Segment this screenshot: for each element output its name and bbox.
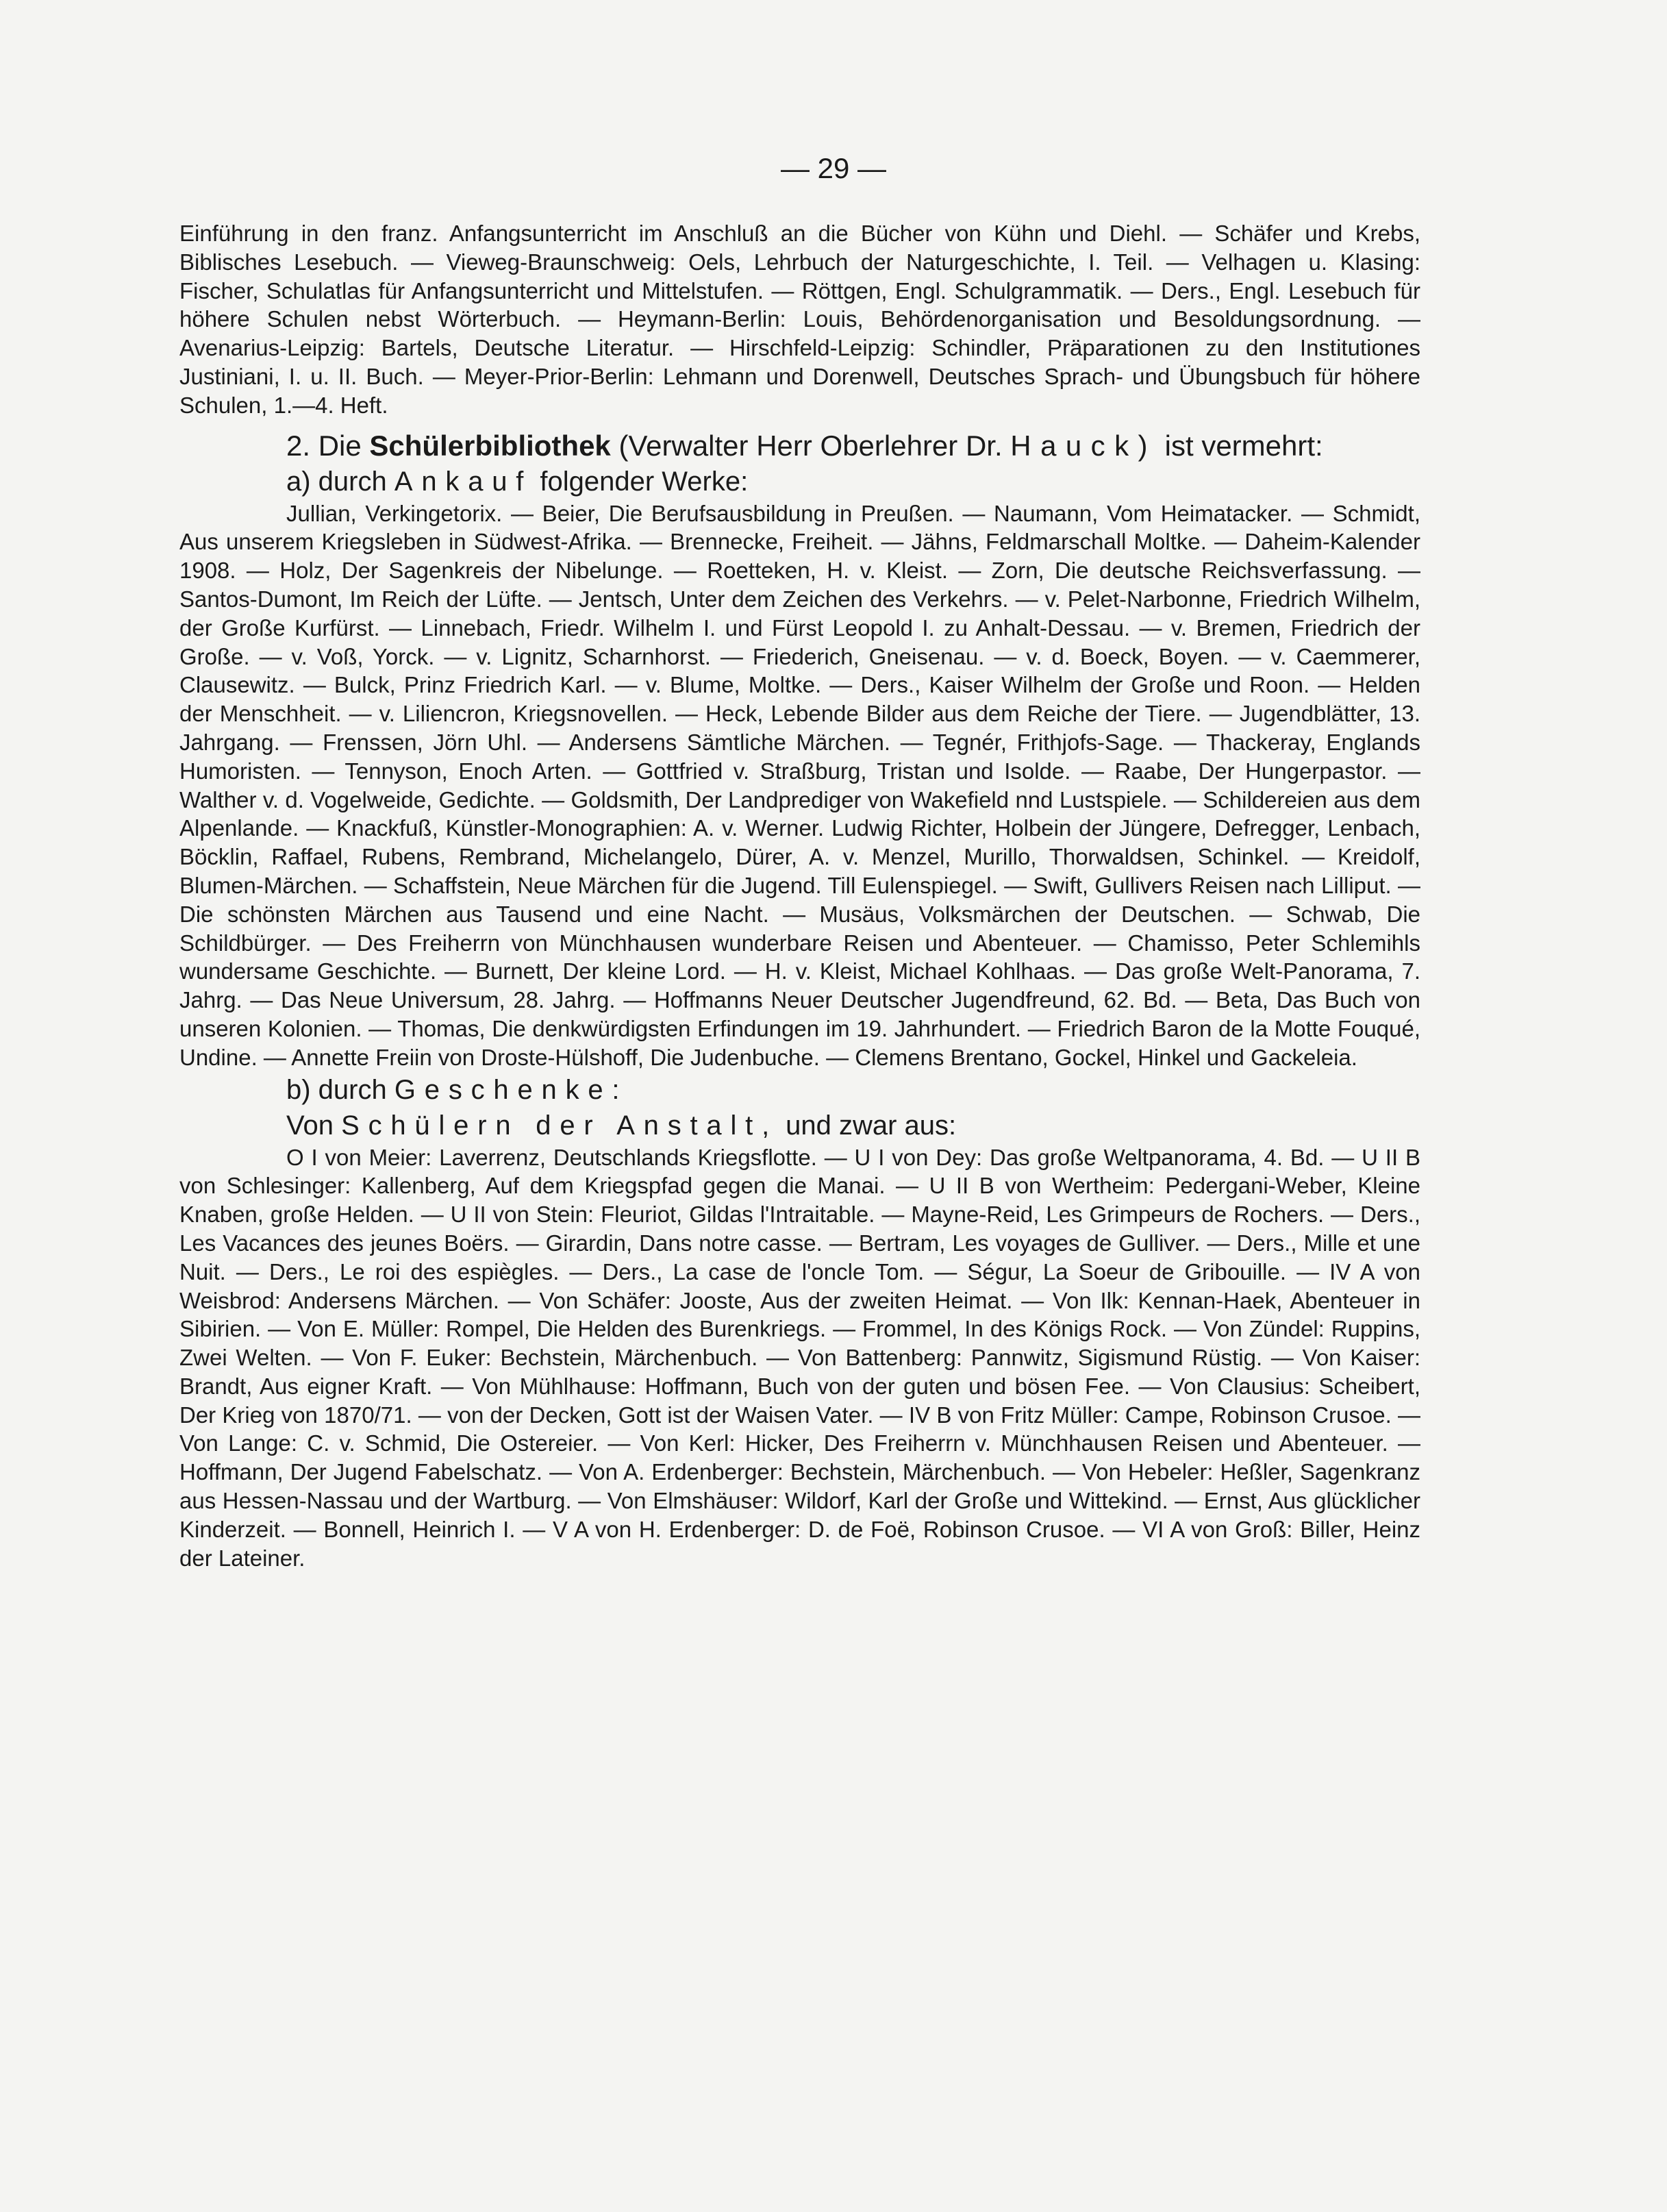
page-body bbox=[179, 219, 1420, 1572]
intro-pre: Von bbox=[286, 1110, 334, 1141]
intro-spaced: Schülern der Anstalt, bbox=[341, 1110, 778, 1141]
subsection-b-label bbox=[179, 1072, 1420, 1108]
heading-post: (Verwalter Herr Oberlehrer Dr. bbox=[618, 429, 1003, 462]
subsection-a-pre: a) durch bbox=[286, 466, 387, 497]
subsection-b-spaced: Geschenke: bbox=[394, 1074, 629, 1105]
heading-title: Schülerbibliothek bbox=[369, 429, 611, 462]
page-number: — 29 — bbox=[780, 152, 887, 184]
subsection-b-pre: b) durch bbox=[286, 1074, 387, 1105]
purchase-list-paragraph: Jullian, Verkingetorix. — Beier, Die Berufsausbildung in Preußen. — Naumann, Vom Heimatacker. — Schmidt, Aus unserem Kriegsleben in Südwest-Afrika. — Brennecke, Freiheit. — Jähns, Feldmarschall Moltke. — Daheim-Kalender 1908. — Holz, Der Sagenkreis der Nibelunge. — Roetteken, H. v. Kleist. — Zorn, Die deutsche Reichsverfassung. — Santos-Dumont, Im Reich der Lüfte. — Jentsch, Unter dem Zeichen des Verkehrs. — v. Pelet-Narbonne, Friedrich Wilhelm, der Große Kurfürst. — Linnebach, Friedr. Wilhelm I. und Fürst Leopold I. zu Anhalt-Dessau. — v. Bremen, Friedrich der Große. — v. Voß, Yorck. — v. Lignitz, Scharnhorst. — Friederich, Gneisenau. — v. d. Boeck, Boyen. — v. Caemmerer, Clausewitz. — Bulck, Prinz Friedrich Karl. — v. Blume, Moltke. — Ders., Kaiser Wilhelm der Große und Roon. — Helden der Menschheit. — v. Liliencron, Kriegsnovellen. — Heck, Lebende Bilder aus dem Reiche der Tiere. — Jugendblätter, 13. Jahrgang. — Frenssen, Jörn Uhl. — Andersens Sämtliche Märchen. — Tegnér, Frithjofs-Sage. — Thackeray, Englands Humoristen. — Tennyson, Enoch Arten. — Gottfried v. Straßburg, Tristan und Isolde. — Raabe, Der Hungerpastor. — Walther v. d. Vogelweide, Gedichte. — Goldsmith, Der Landprediger von Wakefield nnd Lustspiele. — Schildereien aus dem Alpenlande. — Knackfuß, Künstler-Monographien: A. v. Werner. Ludwig Richter, Holbein der Jüngere, Defregger, Lenbach, Böcklin, Raffael, Rubens, Rembrand, Michelangelo, Dürer, A. v. Menzel, Murillo, Thorwaldsen, Schinkel. — Kreidolf, Blumen-Märchen. — Schaffstein, Neue Märchen für die Jugend. Till Eulenspiegel. — Swift, Gullivers Reisen nach Lilliput. — Die schönsten Märchen aus Tausend und eine Nacht. — Musäus, Volksmärchen der Deutschen. — Schwab, Die Schildbürger. — Des Freiherrn von Münchhausen wunderbare Reisen und Abenteuer. — Chamisso, Peter Schlemihls wundersame Geschichte. — Burnett, Der kleine Lord. — H. v. Kleist, Michael Kohlhaas. — Das große Welt-Panorama, 7. Jahrg. — Das Neue Universum, 28. Jahrg. — Hoffmanns Neuer Deutscher Jugendfreund, 62. Bd. — Beta, Das Buch von unseren Kolonien. — Thomas, Die denkwürdigsten Erfindungen im 19. Jahrhundert. — Friedrich Baron de la Motte Fouqué, Undine. — Annette Freiin von Droste-Hülshoff, Die Judenbuche. — Clemens Brentano, Gockel, Hinkel und Gackeleia. bbox=[179, 500, 1420, 1070]
intro-post: und zwar aus: bbox=[786, 1110, 957, 1141]
heading-tail: ist vermehrt: bbox=[1164, 429, 1323, 462]
heading-number: 2. bbox=[286, 429, 311, 462]
heading-pre: Die bbox=[318, 429, 362, 462]
subsection-a-post: folgender Werke: bbox=[540, 466, 749, 497]
subsection-a-spaced: Ankauf bbox=[394, 466, 533, 497]
gift-list-paragraph: O I von Meier: Laverrenz, Deutschlands Kriegsflotte. — U I von Dey: Das große Weltpanorama, 4. Bd. — U II B von Schlesinger: Kallenberg, Auf dem Kriegspfad gegen die Manai. — U II B von Wertheim: Pedergani-Weber, Kleine Knaben, große Helden. — U II von Stein: Fleuriot, Gildas l'Intraitable. — Mayne-Reid, Les Grimpeurs de Rochers. — Ders., Les Vacances des jeunes Boërs. — Girardin, Dans notre casse. — Bertram, Les voyages de Gulliver. — Ders., Mille et une Nuit. — Ders., Le roi des espiègles. — Ders., La case de l'oncle Tom. — Ségur, La Soeur de Gribouille. — IV A von Weisbrod: Andersens Märchen. — Von Schäfer: Jooste, Aus der zweiten Heimat. — Von Ilk: Kennan-Haek, Abenteuer in Sibirien. — Von E. Müller: Rompel, Die Helden des Burenkriegs. — Frommel, In des Königs Rock. — Von Zündel: Ruppins, Zwei Welten. — Von F. Euker: Bechstein, Märchenbuch. — Von Battenberg: Pannwitz, Sigismund Rüstig. — Von Kaiser: Brandt, Aus eigner Kraft. — Von Mühlhause: Hoffmann, Buch von der guten und bösen Fee. — Von Clausius: Scheibert, Der Krieg von 1870/71. — von der Decken, Gott ist der Waisen Vater. — IV B von Fritz Müller: Campe, Robinson Crusoe. — Von Lange: C. v. Schmid, Die Ostereier. — Von Kerl: Hicker, Des Freiherrn v. Münchhausen Reisen und Abenteuer. — Hoffmann, Der Jugend Fabelschatz. — Von A. Erdenberger: Bechstein, Märchenbuch. — Von Hebeler: Heßler, Sagenkranz aus Hessen-Nassau und der Wartburg. — Von Elmshäuser: Wildorf, Karl der Große und Wittekind. — Ernst, Aus glücklicher Kinderzeit. — Bonnell, Heinrich I. — V A von H. Erdenberger: D. de Foë, Robinson Crusoe. — VI A von Groß: Biller, Heinz der Lateiner. bbox=[179, 1144, 1420, 1571]
heading-name: Hauck) bbox=[1010, 429, 1157, 462]
subsection-a-label bbox=[179, 464, 1420, 499]
continuation-paragraph: Einführung in den franz. Anfangsunterricht im Anschluß an die Bücher von Kühn und Diehl. — Schäfer und Krebs, Biblisches Lesebuch. — Vieweg-Braunschweig: Oels, Lehrbuch der Naturgeschichte, I. Teil. — Velhagen u. Klasing: Fischer, Schulatlas für Anfangsunterricht und Mittelstufen. — Röttgen, Engl. Schulgrammatik. — Ders., Engl. Lesebuch für höhere Schulen nebst Wörterbuch. — Heymann-Berlin: Louis, Behördenorganisation und Besoldungsordnung. — Avenarius-Leipzig: Bartels, Deutsche Literatur. — Hirschfeld-Leipzig: Schindler, Präparationen zu den Institutiones Justiniani, I. u. II. Buch. — Meyer-Prior-Berlin: Lehmann und Dorenwell, Deutsches Sprach- und Übungsbuch für höhere Schulen, 1.—4. Heft. bbox=[179, 221, 1420, 418]
section-heading bbox=[179, 428, 1420, 464]
subsection-b-intro bbox=[179, 1108, 1420, 1143]
